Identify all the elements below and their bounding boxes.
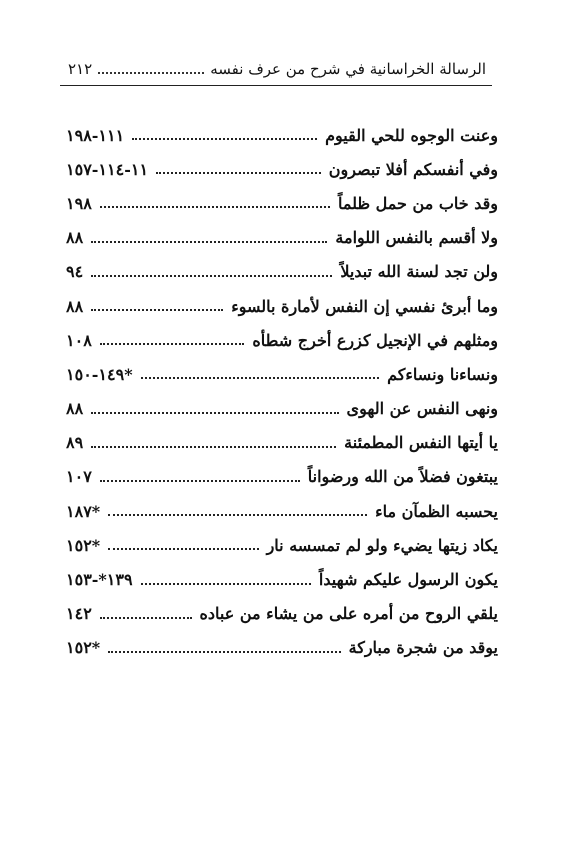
- index-entry: [66, 631, 498, 665]
- entry-verse: يوقد من شجرة مباركة: [348, 638, 498, 658]
- index-entry: [66, 426, 498, 460]
- entry-pages: ٩٤: [66, 262, 84, 282]
- dot-leader: [91, 412, 338, 414]
- index-entry: [66, 392, 498, 426]
- entry-verse: وعنت الوجوه للحي القيوم: [325, 125, 498, 145]
- entry-pages: ١٠٨: [66, 330, 92, 350]
- entry-verse: يحسبه الظمآن ماء: [375, 501, 498, 521]
- running-title: الرسالة الخراسانية في شرح من عرف نفسه: [210, 60, 486, 78]
- entry-pages: ٨٨: [66, 399, 84, 419]
- index-entry: [66, 357, 498, 391]
- index-entry: [66, 562, 498, 596]
- index-entry: [66, 255, 498, 289]
- page-number: ٢١٢: [68, 60, 93, 78]
- dot-leader: [141, 377, 380, 379]
- entry-pages: ١٤٩-١٥٠*: [66, 364, 133, 384]
- page-header: [68, 56, 486, 82]
- dot-leader: [100, 617, 192, 619]
- entry-verse: وما أبرئ نفسي إن النفس لأمارة بالسوء: [231, 296, 498, 316]
- index-entry: [66, 289, 498, 323]
- dot-leader: [91, 275, 332, 277]
- dot-leader: [100, 343, 245, 345]
- entry-verse: يبتغون فضلاً من الله ورضواناً: [307, 467, 498, 487]
- entry-pages: ١١-١١٤-١٥٧: [66, 159, 149, 179]
- entry-pages: ٨٩: [66, 433, 84, 453]
- dot-leader: [108, 514, 367, 516]
- entry-pages: ١٠٧: [66, 467, 92, 487]
- index-entry: [66, 323, 498, 357]
- dot-leader: [108, 548, 258, 550]
- index-list: [66, 118, 498, 665]
- dot-leader: [91, 446, 336, 448]
- entry-pages: ٨٨: [66, 228, 84, 248]
- dot-leader: [100, 206, 330, 208]
- entry-pages: ١٨٧*: [66, 501, 101, 521]
- entry-verse: ونساءنا ونساءكم: [387, 364, 498, 384]
- header-dot-leader: [98, 72, 204, 74]
- entry-pages: ١٩٨: [66, 193, 92, 213]
- index-entry: [66, 528, 498, 562]
- index-entry: [66, 152, 498, 186]
- dot-leader: [156, 172, 321, 174]
- dot-leader: [100, 480, 300, 482]
- entry-verse: ونهى النفس عن الهوى: [346, 399, 498, 419]
- index-entry: [66, 597, 498, 631]
- entry-verse: يلقي الروح من أمره على من يشاء من عباده: [199, 604, 498, 624]
- entry-verse: ولا أقسم بالنفس اللوامة: [335, 228, 498, 248]
- dot-leader: [91, 241, 327, 243]
- header-rule: [60, 85, 492, 86]
- entry-verse: ومثلهم في الإنجيل كزرع أخرج شطأه: [252, 330, 498, 350]
- entry-verse: وفي أنفسكم أفلا تبصرون: [328, 159, 498, 179]
- entry-pages: ١٣٩*-١٥٣: [66, 570, 133, 590]
- entry-pages: ١٤٢: [66, 604, 92, 624]
- entry-verse: يا أيتها النفس المطمئنة: [344, 433, 498, 453]
- entry-pages: ٨٨: [66, 296, 84, 316]
- entry-pages: ١١١-١٩٨: [66, 125, 125, 145]
- entry-verse: وقد خاب من حمل ظلماً: [337, 193, 498, 213]
- entry-verse: ولن تجد لسنة الله تبديلاً: [340, 262, 498, 282]
- dot-leader: [141, 583, 311, 585]
- dot-leader: [91, 309, 223, 311]
- index-entry: [66, 186, 498, 220]
- index-entry: [66, 494, 498, 528]
- index-entry: [66, 118, 498, 152]
- entry-pages: ١٥٢*: [66, 638, 101, 658]
- dot-leader: [108, 651, 340, 653]
- dot-leader: [132, 138, 317, 140]
- entry-verse: يكاد زيتها يضيء ولو لم تمسسه نار: [266, 535, 498, 555]
- entry-verse: يكون الرسول عليكم شهيداً: [318, 570, 498, 590]
- index-entry: [66, 460, 498, 494]
- entry-pages: ١٥٢*: [66, 535, 101, 555]
- index-entry: [66, 221, 498, 255]
